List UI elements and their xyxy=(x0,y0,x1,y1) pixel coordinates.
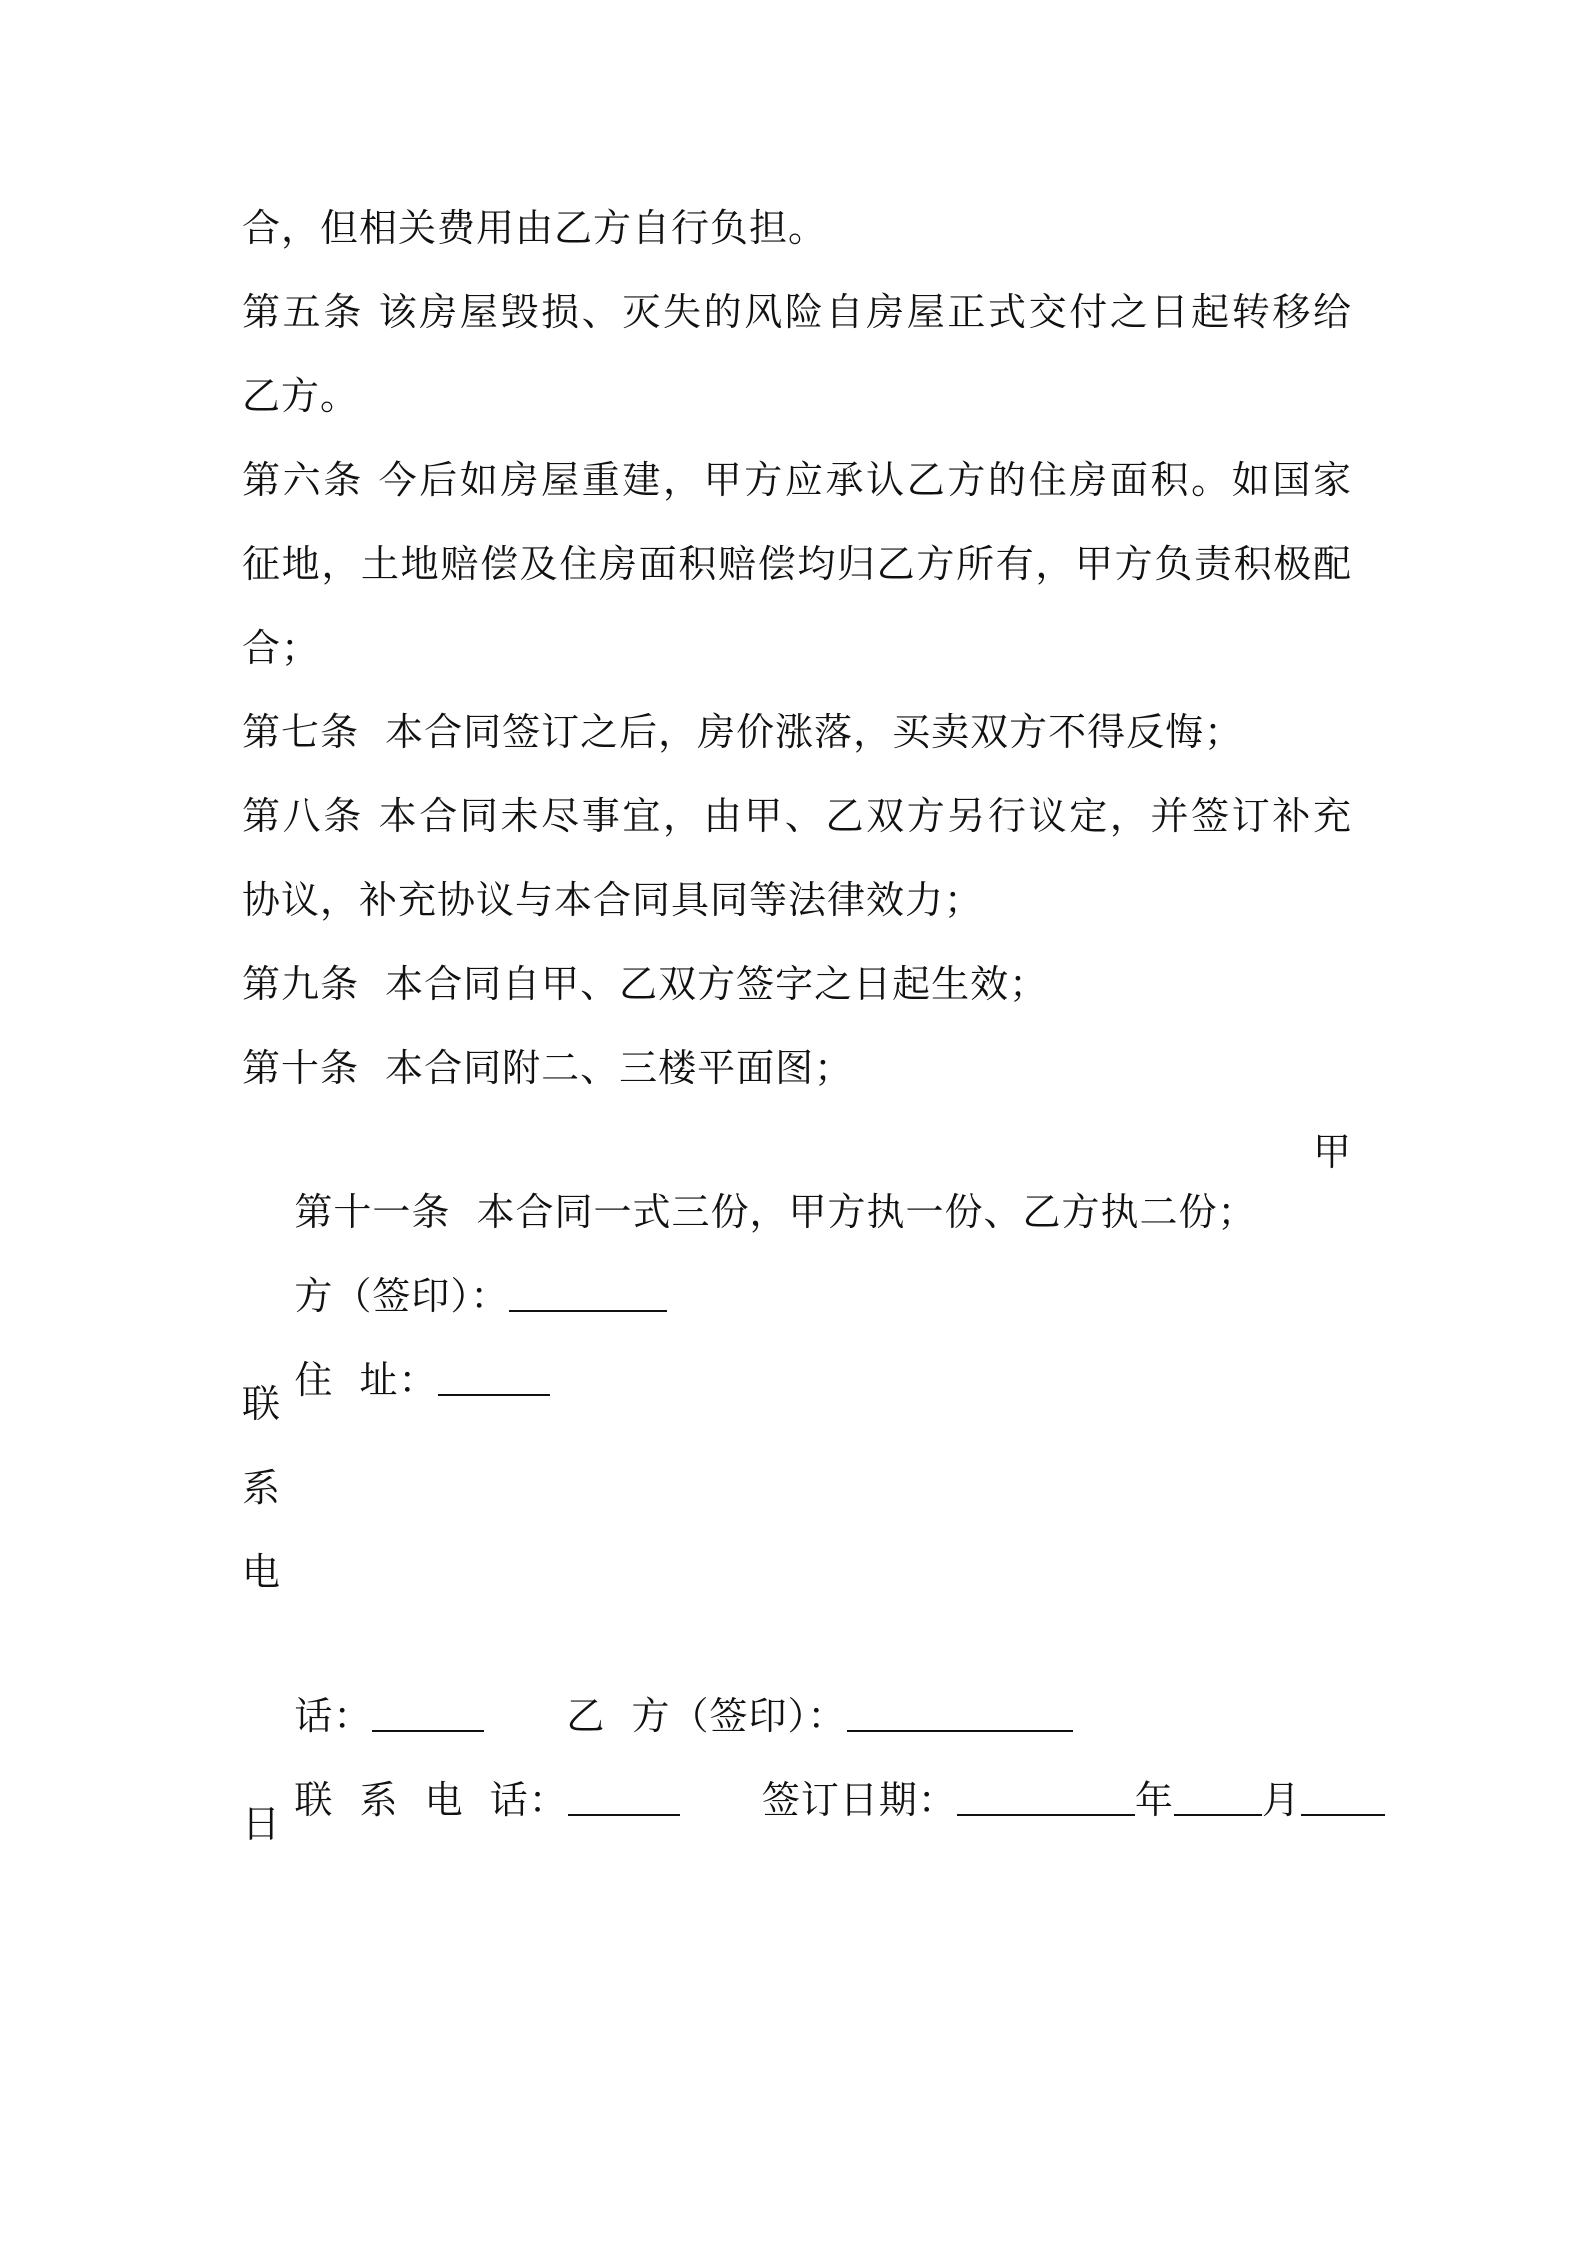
address-label: 住 址： xyxy=(294,1358,438,1402)
clause-11-line xyxy=(242,1122,1352,1234)
contact-phone-and-date-line xyxy=(242,1710,1352,1822)
clause-text-line: 合，但相关费用由乙方自行负担。 xyxy=(242,206,828,250)
contact-char-3: 电 xyxy=(242,1550,282,1594)
party-b-label: 乙 方（签印）： xyxy=(566,1694,847,1738)
clause-6-end: 合； xyxy=(242,626,321,670)
clause-8-line: 第八条 本合同未尽事宜，由甲、乙双方另行议定，并签订补充 xyxy=(242,794,1352,838)
clause-11-text: 第十一条 本合同一式三份，甲方执一份、乙方执二份； xyxy=(294,1190,1257,1234)
contact-char-1: 联 xyxy=(242,1382,282,1426)
party-a-signature-line xyxy=(242,1206,1352,1318)
party-a-label: 方（签印）： xyxy=(294,1274,510,1318)
party-a-first-char: 甲 xyxy=(1312,1130,1352,1174)
address-line xyxy=(242,1290,1352,1402)
clause-6-continuation: 征地，土地赔偿及住房面积赔偿均归乙方所有，甲方负责积极配 xyxy=(242,542,1352,586)
contact-char-2: 系 xyxy=(242,1466,282,1510)
sign-date-label: 签订日期： xyxy=(761,1778,957,1822)
month-label: 月 xyxy=(1261,1778,1301,1822)
clause-5-continuation: 乙方。 xyxy=(242,374,360,418)
clause-6-line: 第六条 今后如房屋重建，甲方应承认乙方的住房面积。如国家 xyxy=(242,458,1352,502)
phone-label: 话： xyxy=(294,1694,373,1738)
clause-10-line: 第十条 本合同附二、三楼平面图； xyxy=(242,1046,854,1090)
clause-5-line: 第五条 该房屋毁损、灭失的风险自房屋正式交付之日起转移给 xyxy=(242,290,1352,334)
day-label: 日 xyxy=(242,1802,282,1846)
clause-9-line: 第九条 本合同自甲、乙双方签字之日起生效； xyxy=(242,962,1049,1006)
clause-8-continuation: 协议，补充协议与本合同具同等法律效力； xyxy=(242,878,984,922)
contact-phone-label: 联 系 电 话： xyxy=(294,1778,568,1822)
phone-and-party-b-line xyxy=(242,1626,1352,1738)
clause-7-line: 第七条 本合同签订之后，房价涨落，买卖双方不得反悔； xyxy=(242,710,1244,754)
year-label: 年 xyxy=(1134,1778,1174,1822)
